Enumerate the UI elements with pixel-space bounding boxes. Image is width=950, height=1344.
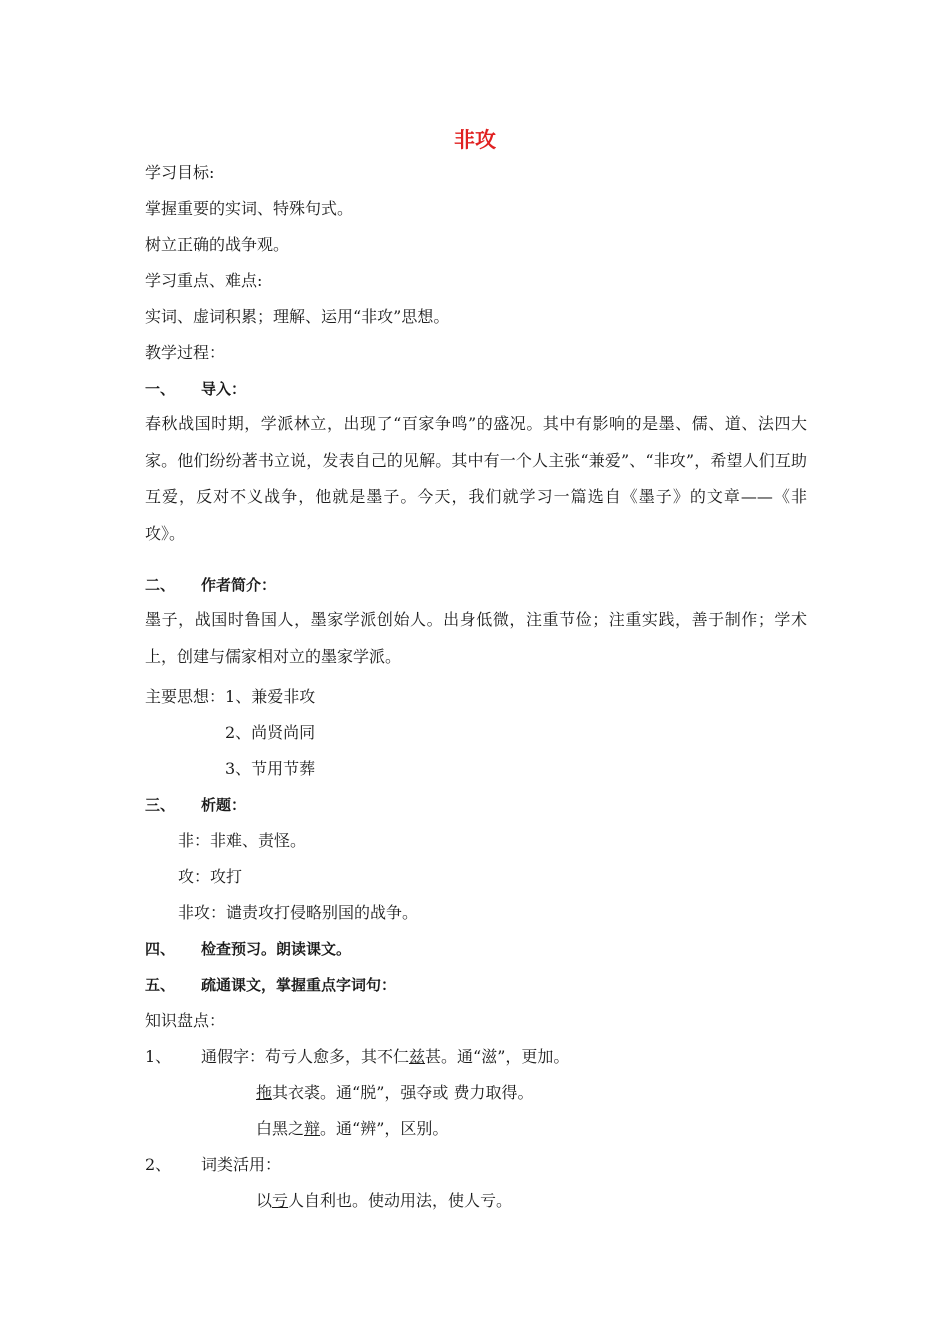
example-line bbox=[256, 1191, 512, 1211]
item-label: 词类活用： bbox=[201, 1155, 282, 1174]
item-number: 2、 bbox=[145, 1155, 172, 1174]
underlined-character: 拖 bbox=[256, 1083, 273, 1102]
analysis-item: 非：非难、责怪。 bbox=[178, 831, 307, 850]
main-ideas-label: 主要思想： bbox=[145, 687, 226, 706]
knowledge-item bbox=[145, 1047, 569, 1067]
goal-item: 掌握重要的实词、特殊句式。 bbox=[145, 199, 354, 218]
example-text: 甚。通“滋”，更加。 bbox=[425, 1047, 570, 1066]
analysis-item: 非攻：谴责攻打侵略别国的战争。 bbox=[178, 903, 419, 922]
section-heading bbox=[145, 575, 276, 595]
knowledge-item bbox=[145, 1155, 281, 1175]
underlined-character: 亏 bbox=[272, 1191, 289, 1210]
example-text: 白黑之 bbox=[256, 1119, 305, 1138]
section-title: 检查预习。朗读课文。 bbox=[201, 940, 352, 958]
analysis-item: 攻：攻打 bbox=[178, 867, 243, 886]
example-text: 苟亏人愈多，其不仁 bbox=[265, 1047, 410, 1066]
example-text: 人自利也。使动用法，使人亏。 bbox=[288, 1191, 513, 1210]
section-title: 疏通课文，掌握重点字词句： bbox=[201, 976, 397, 994]
section-number: 一、 bbox=[145, 380, 176, 398]
main-ideas-line bbox=[145, 687, 315, 707]
underlined-character: 兹 bbox=[409, 1047, 426, 1066]
item-label: 通假字： bbox=[201, 1047, 266, 1066]
process-heading: 教学过程： bbox=[145, 343, 226, 362]
example-line bbox=[256, 1083, 533, 1103]
section-heading bbox=[145, 795, 246, 815]
main-idea-item: 2、尚贤尚同 bbox=[225, 723, 316, 742]
page-title: 非攻 bbox=[454, 128, 496, 152]
section-title: 作者简介： bbox=[201, 576, 277, 594]
underlined-character: 辩 bbox=[304, 1119, 321, 1138]
key-points-text: 实词、虚词积累；理解、运用“非攻”思想。 bbox=[145, 307, 450, 326]
main-idea-item: 1、兼爱非攻 bbox=[225, 687, 316, 706]
item-number: 1、 bbox=[145, 1047, 172, 1066]
example-line bbox=[256, 1119, 448, 1139]
knowledge-heading: 知识盘点： bbox=[145, 1011, 226, 1030]
intro-paragraph: 春秋战国时期，学派林立，出现了“百家争鸣”的盛况。其中有影响的是墨、儒、道、法四大家。他们纷纷著书立说，发表自己的见解。其中有一个人主张“兼爱”、“非攻”，希望人们互助互爱，反对不义战争，他就是墨子。今天，我们就学习一篇选自《墨子》的文章——《非攻》。 bbox=[145, 414, 807, 543]
section-number: 五、 bbox=[145, 976, 176, 994]
example-text: 。通“辨”，区别。 bbox=[320, 1119, 449, 1138]
section-title: 导入： bbox=[201, 380, 247, 398]
main-idea-item: 3、节用节葬 bbox=[225, 759, 316, 778]
goals-heading: 学习目标: bbox=[145, 163, 215, 182]
section-heading bbox=[145, 975, 396, 995]
author-paragraph: 墨子，战国时鲁国人，墨家学派创始人。出身低微，注重节俭；注重实践，善于制作；学术上，创建与儒家相对立的墨家学派。 bbox=[145, 610, 807, 666]
section-number: 三、 bbox=[145, 796, 176, 814]
key-points-heading: 学习重点、难点: bbox=[145, 271, 263, 290]
example-text: 其衣裘。通“脱”，强夺或 费力取得。 bbox=[272, 1083, 534, 1102]
section-number: 四、 bbox=[145, 940, 176, 958]
section-heading bbox=[145, 939, 351, 959]
goal-item: 树立正确的战争观。 bbox=[145, 235, 290, 254]
section-number: 二、 bbox=[145, 576, 176, 594]
example-text: 以 bbox=[256, 1191, 273, 1210]
section-title: 析题： bbox=[201, 796, 247, 814]
section-heading bbox=[145, 379, 246, 399]
